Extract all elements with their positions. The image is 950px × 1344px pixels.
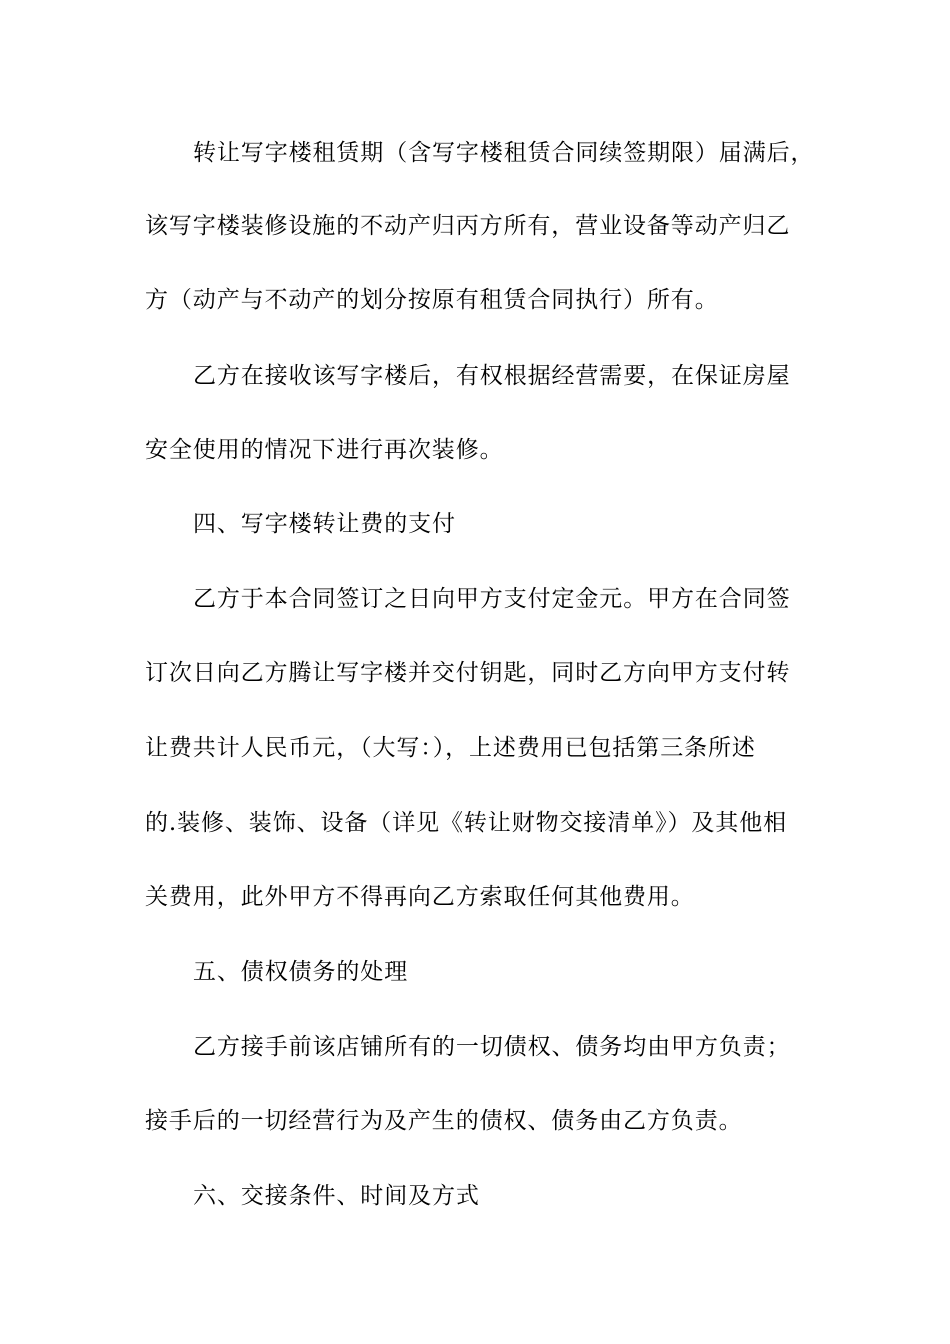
paragraph-line: 该写字楼装修设施的不动产归丙方所有，营业设备等动产归乙 [145,213,791,239]
paragraph-line: 安全使用的情况下进行再次装修。 [145,437,504,463]
section-heading: 六、交接条件、时间及方式 [193,1183,480,1209]
paragraph-line: 让费共计人民币元，（大写：），上述费用已包括第三条所述 [145,735,756,761]
paragraph-line: 乙方接手前该店铺所有的一切债权、债务均由甲方负责； [193,1034,791,1060]
section-heading: 四、写字楼转让费的支付 [193,511,456,537]
paragraph-line: 转让写字楼租赁期（含写字楼租赁合同续签期限）届满后， [193,140,815,166]
paragraph-line: 方（动产与不动产的划分按原有租赁合同执行）所有。 [145,287,719,313]
paragraph-line: 乙方在接收该写字楼后，有权根据经营需要，在保证房屋 [193,363,791,389]
paragraph-line: 乙方于本合同签订之日向甲方支付定金元。甲方在合同签 [193,586,791,612]
paragraph-line: 的.装修、装饰、设备（详见《转让财物交接清单》）及其他相 [145,810,788,836]
paragraph-line: 接手后的一切经营行为及产生的债权、债务由乙方负责。 [145,1108,743,1134]
paragraph-line: 订次日向乙方腾让写字楼并交付钥匙，同时乙方向甲方支付转 [145,660,791,686]
section-heading: 五、债权债务的处理 [193,959,409,985]
paragraph-line: 关费用，此外甲方不得再向乙方索取任何其他费用。 [145,884,695,910]
